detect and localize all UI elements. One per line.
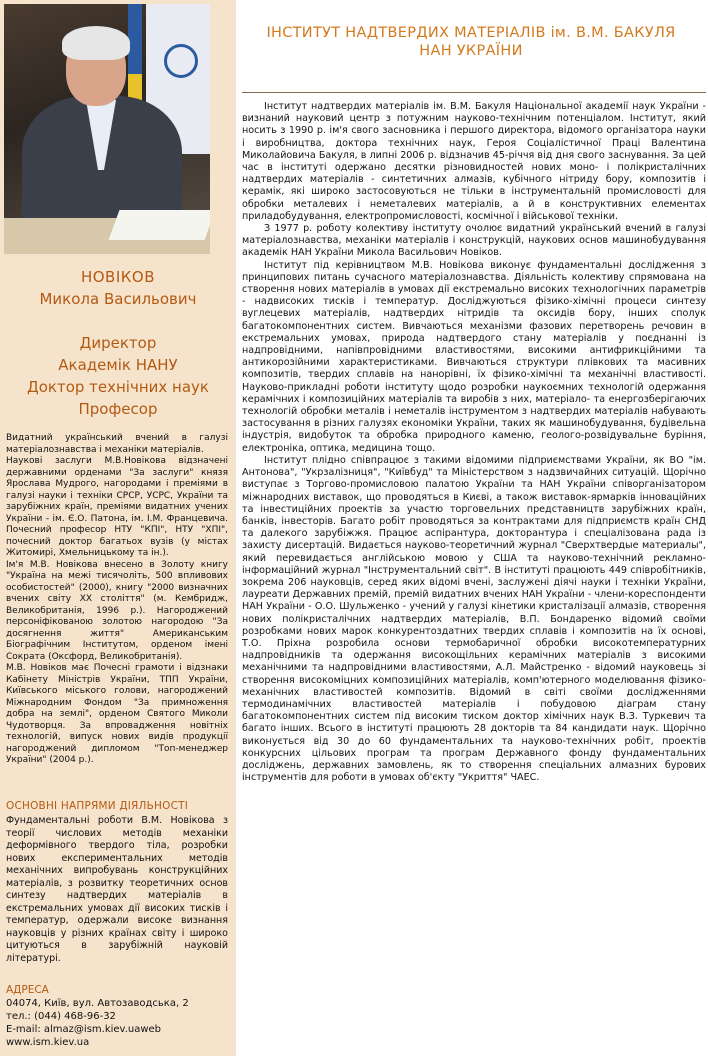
address-phone: тел.: (044) 468-96-32 (6, 1011, 116, 1022)
bio-paragraph: Наукові заслуги М.В.Новікова відзначені державними орденами "За заслуги" князя Ярослава Мудрого, нагородами і преміями в галузі науки і техніки СРСР, УСРС, України та зарубіжних країн, преміями видатних учених України - ім. Є.О. Патона, ім. І.М. Францевича. Почесний професор НТУ "КПІ", НТУ "ХПІ", почесний доктор багатьох вузів (у містах Житомирі, Хмельницькому та ін.). (6, 456, 228, 558)
article-paragraph: Інститут плідно співпрацює з такими відомими підприємствами України, як ВО "ім. Антонова", "Укрзалізниця", "Київбуд" та Міністерством з надзвичайних ситуацій. Щорічно виступає з Торгово-промисловою палатою України та НАН України співорганізатором міжнародних виставок, що проводяться в Києві, а також виставок-ярмарків інноваційних та інвестиційних проектів за участю торговельних представництв зарубіжних країн, банків, інвесторів. Багато робіт проводяться за контрактами для підприємств країн СНД та далекого зарубіжжя. Працює аспірантура, докторантура і спеціалізована рада із захисту дисертацій. Видається науково-теоретичний журнал "Сверхтвердые материалы", який перевидається англійською мовою у США та науково-технічний рекламно-інформаційний журнал "Інструментальний світ". В інституті працюють 449 співробітників, зокрема 206 науковців, серед яких відомі вчені, заслужені діячі науки і техніки України, лауреати Державних премій, премій видатних вчених НАН України - члени-кореспонденти НАН України - О.О. Шульженко - учений у галузі кінетики кристалізації алмазів, створення нових полікристалічних надтвердих матеріалів, В.П. Бондаренко відомий своїми розробками нових марок конкурентоздатних твердих сплавів і композитів на їх основі, Т.О. Пріхна розробила основи термобаричної обробки високотемпературних надпровідників та одержання високощільних керамічних матеріалів з високими механічними та надпровідними властивостями, А.Л. Майстренко - відомий науковець зі створення високоміцних композиційних матеріалів, комп'ютерного моделювання фізико-механічних властивостей композитів. Відомий в світі своїми дослідженнями термодинамічних властивостей матеріалів і побудовою діаграм стану багатокомпонентних систем під високим тиском доктор хімічних наук В.З. Туркевич та багато інших. Всього в інституті працюють 28 докторів та 84 кандидати наук. Щорічно виконується від 30 до 60 фундаментальних та науково-технічних робіт, проектів конкурсних цільових програм та програм Державного фонду фундаментальних досліджень, державних замовлень, як то створення спеціальних алмазних бурових інструментів для роботи в умовах об'єкту "Укриття" ЧАЕС. (242, 454, 706, 784)
address-street: 04074, Київ, вул. Автозаводська, 2 (6, 998, 189, 1009)
address-block (6, 997, 189, 1049)
title-professor: Професор (78, 400, 158, 418)
portrait-papers (109, 210, 210, 240)
person-titles (0, 332, 236, 420)
title-doctor: Доктор технічних наук (27, 378, 209, 396)
main-article (242, 101, 706, 784)
bio-paragraph: М.В. Новіков має Почесні грамоти і відзнаки Кабінету Міністрів України, ТПП України, Київського міського голови, нагороджений Міжнародним Фондом "За примноження добра на землі", орденом Святого Миколи Чудотворця. За впровадження новітніх технологій, випуск нових видів продукції нагороджений дипломом "Топ-менеджер України" (2004 р.). (6, 663, 228, 765)
header-divider (242, 92, 706, 93)
page-title-line-1: ІНСТИТУТ НАДТВЕРДИХ МАТЕРІАЛІВ ім. В.М. БАКУЛЯ (266, 25, 676, 41)
article-paragraph: Інститут надтвердих матеріалів ім. В.М. Бакуля Національної академії наук України - визнаний науковий центр з потужним науково-технічним потенціалом. Інститут, який носить з 1990 р. ім'я свого засновника і першого директора, відомого організатора науки і виробництва, доктора технічних наук, Героя Соціалістичної Праці Валентина Миколайовича Бакуля, в липні 2006 р. відзначив 45-річчя від дня свого заснування. За цей час в інституті одержано десятки різновидностей нових моно- і полікристалічних надтвердих матеріалів - синтетичних алмазів, кубічного нітриду бору, композитів і керамік, які широко застосовуються не тільки в інструментальній промисловості для обробки металевих і неметалевих матеріалів, а й в конструктивних елементах приладобудування, електропромисловості, космічної і військової техніки. (242, 101, 706, 222)
article-paragraph: Інститут під керівництвом М.В. Новікова виконує фундаментальні дослідження з принципових питань сучасного матеріалознавства. Діяльність колективу спрямована на створення нових матеріалів в умовах дії екстремально високих технологічних параметрів - надвисоких тисків і температур. Досліджуються фізико-хімічні процеси синтезу вуглецевих матеріалів, надтвердих нітридів та оксидів бору, інших сполук багатокомпонентних систем. Вивчаються механізми фазових перетворень речовин в екстремальних умовах, природа надтвердого стану матеріалів у поєднанні із надпровідними, напівпровідними властивостями, високими антифрикційними та антикорозійними характеристиками. Вивчаються структури плівкових та масивних композитів, твердих сплавів на нанорівні, їх фізико-хімічні та механічні властивості. Науково-прикладні роботи інституту щодо розробки наукоємних технологій одержання керамічних і композиційних матеріалів та виробів з них, матеріало- та енергозберігаючих технологій обробки металів і неметалів інструментом з надтвердих матеріалів набувають застосування в різних галузях економіки України, таких як машинобудування, будівельна індустрія, видобуток та обробка природного каменю, геолого-розвідувальне буріння, електроніка, оптика, медицина тощо. (242, 259, 706, 454)
biography (6, 433, 228, 767)
sidebar (0, 0, 236, 1056)
directions-text: Фундаментальні роботи В.М. Новікова з теорії числових методів механіки деформівного твердого тіла, розробки нових експериментальних методів механічних випробувань конструкційних матеріалів, з розвитку теоретичних основ синтезу надтвердих матеріалів в екстремальних умовах дії високих тисків і температур, одержали високе визнання науковців у різних країнах світу і широко цитуються в зарубіжній науковій літературі. (6, 815, 228, 964)
institute-logo-icon (164, 44, 198, 78)
bio-paragraph: Ім'я М.В. Новікова внесено в Золоту книгу "Україна на межі тисячоліть, 500 впливових особистостей" (2000), книгу "2000 визначних вчених світу ХХ століття" (м. Кембридж, Великобританія, 1996 р.). Нагороджений персоніфікованою золотою нагородою "За досягнення життя" Американським Біографічним Інститутом, орденом імені Сократа (Оксфорд, Великобританія). (6, 559, 228, 662)
page-title (240, 24, 702, 60)
article-paragraph: З 1977 р. роботу колективу інституту очолює видатний український вчений в галузі матеріалознавства, механіки матеріалів і конструкцій, наукових основ машинобудування академік НАН України Микола Васильович Новіков. (242, 223, 706, 259)
flag-blue-stripe (128, 4, 142, 74)
address-website-link[interactable]: www.ism.kiev.ua (6, 1037, 90, 1048)
portrait-hair (62, 26, 130, 60)
person-name: Микола Васильович (39, 290, 197, 308)
title-director: Директор (79, 334, 157, 352)
director-portrait-photo (4, 4, 210, 254)
directions-heading: ОСНОВНІ НАПРЯМИ ДІЯЛЬНОСТІ (6, 800, 189, 812)
person-surname: НОВІКОВ (80, 268, 156, 286)
address-heading: АДРЕСА (6, 984, 49, 996)
page-title-line-2: НАН УКРАЇНИ (419, 43, 523, 59)
address-email-link[interactable]: E-mail: almaz@ism.kiev.uaweb (6, 1024, 162, 1035)
title-academician: Академік НАНУ (58, 356, 178, 374)
bio-paragraph: Видатний український вчений в галузі матеріалознавства і механіки матеріалів. (6, 433, 228, 455)
